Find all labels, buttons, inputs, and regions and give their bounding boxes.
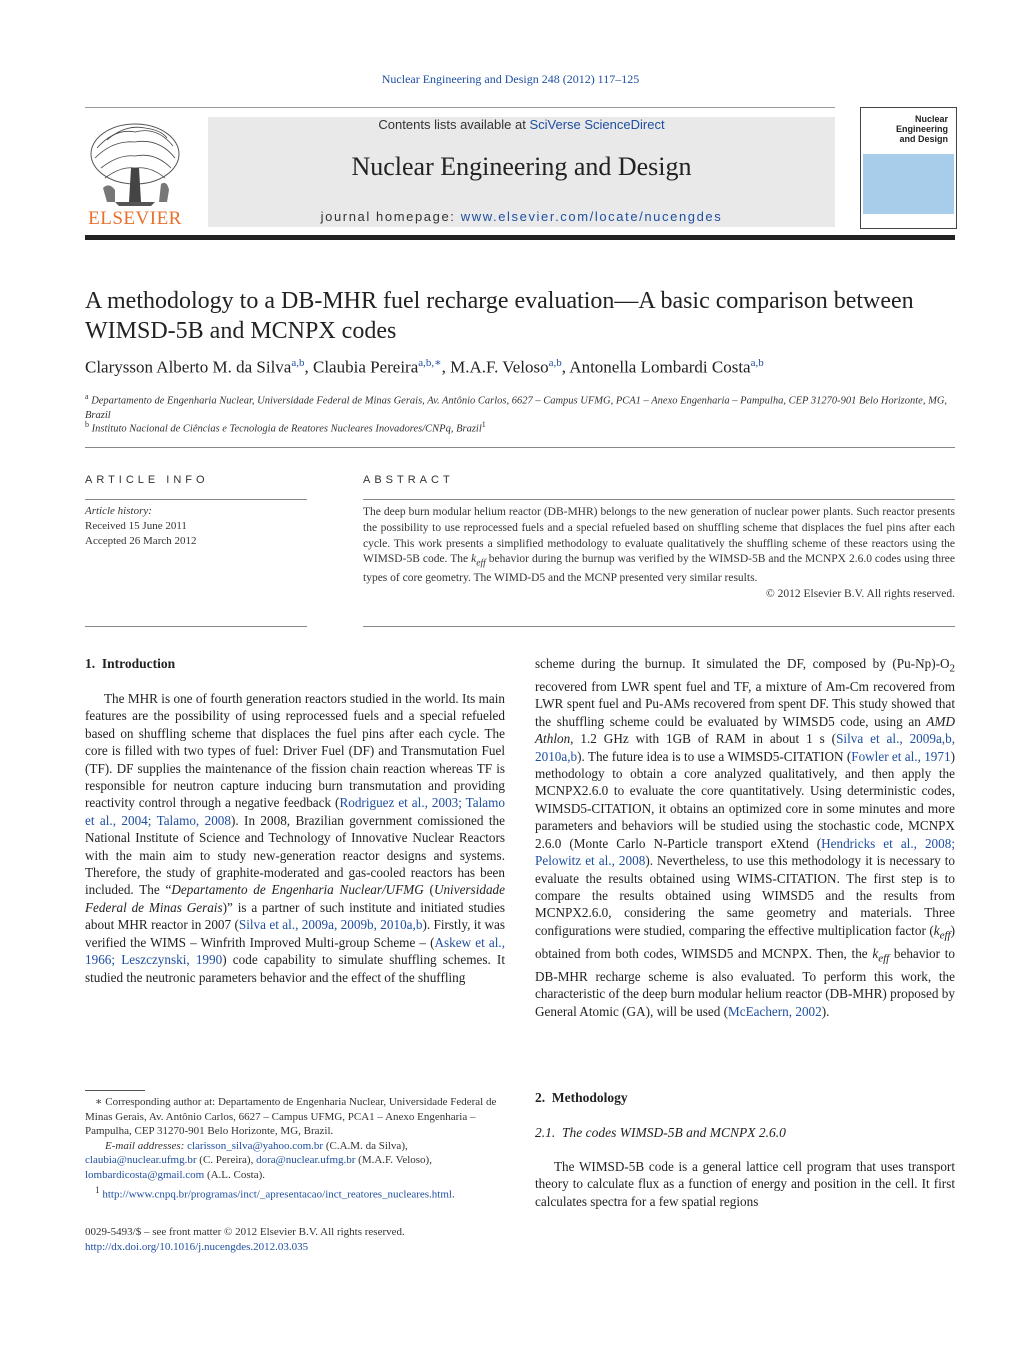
methodology-subheading: 2.1. The codes WIMSD-5B and MCNPX 2.6.0: [535, 1125, 786, 1140]
author-name: Antonella Lombardi Costa: [569, 357, 751, 377]
reference-link[interactable]: Hendricks et al., 2008; Pelowitz et al., 2008: [535, 835, 955, 869]
footnote-rule: [85, 1090, 145, 1091]
doi-link[interactable]: http://dx.doi.org/10.1016/j.nucengdes.2012.03.035: [85, 1241, 309, 1253]
author-name: Claubia Pereira: [313, 357, 419, 377]
received-date: Received 15 June 2011: [85, 520, 187, 532]
info-top-rule: [85, 447, 955, 448]
journal-name: Nuclear Engineering and Design: [351, 152, 692, 181]
author-name: M.A.F. Veloso: [450, 357, 549, 377]
methodology-heading: 2. Methodology: [535, 1090, 628, 1105]
email-link[interactable]: dora@nuclear.ufmg.br: [256, 1154, 356, 1167]
sciencedirect-link[interactable]: SciVerse ScienceDirect: [529, 117, 665, 132]
article-history: Article history: Received 15 June 2011 Accepted 26 March 2012: [85, 504, 307, 549]
cover-band: [863, 154, 954, 214]
reference-link[interactable]: Silva et al., 2009a,b, 2010a,b: [535, 731, 955, 764]
journal-citation[interactable]: Nuclear Engineering and Design 248 (2012) 117–125: [381, 72, 640, 86]
abstract-rule: [363, 499, 955, 500]
affiliation-a: $^a$ Departamento de Engenharia Nuclear, Universidade Federal de Minas Gerais, Av. Antônio Carlos, 6627 – Campus UFMG, PCA1 – Anexo Engenharia – Pampulha, CEP 31270-901 Belo Horizonte, MG, Brazil: [85, 392, 948, 421]
article-info-heading: ARTICLE INFO: [85, 474, 209, 486]
reference-link[interactable]: Askew et al., 1966; Leszczynski, 1990: [85, 934, 505, 968]
footnotes: ∗ Corresponding author at: Departamento de Engenharia Nuclear, Universidade Federal de Minas Gerais, Av. Antônio Carlos, 6627 – Campus UFMG, PCA1 – Anexo Engenharia – Pampulha, CEP 31270-901 Belo Horizonte, MG, Brazil. E-mail addresses: clarisson_silva@yahoo.com.br (C.A.M. da Silva), claubia@nuclear.ufmg.br (C. Pereira), dora@nuclear.ufmg.br (M.A.F. Veloso), lombardicosta@gmail.com (A.L. Costa). $^1$ http://www.cnpq.br/programas/inct/_apresentacao/inct_reatores_nucleares.html.: [85, 1096, 497, 1201]
header-rule: [85, 107, 835, 108]
elsevier-logo: [85, 118, 185, 228]
author-list: Clarysson Alberto M. da Silva$^{a,b}$, Claubia Pereira$^{a,b,∗}$, M.A.F. Veloso$^{a,b}$, Antonella Lombardi Costa$^{a,b}$: [85, 357, 764, 377]
author-affiliation-mark[interactable]: a,b,∗: [418, 357, 442, 369]
email-link[interactable]: lombardicosta@gmail.com: [85, 1168, 205, 1181]
article-title: A methodology to a DB-MHR fuel recharge evaluation—A basic comparison between WIMSD-5B and MCNPX codes: [85, 288, 914, 344]
methodology-paragraph: The WIMSD-5B code is a general lattice cell program that uses transport theory to calculate flux as a function of energy and position in the cell. It first calculates spectra for a few spatial regions: [535, 1159, 955, 1209]
intro-heading: 1. Introduction: [85, 656, 176, 671]
cover-title: Nuclear Engineering and Design: [895, 114, 948, 144]
author-affiliation-mark[interactable]: a,b: [291, 357, 305, 369]
contents-line: Contents lists available at SciVerse ScienceDirect: [378, 117, 665, 132]
author-affiliation-mark[interactable]: a,b: [548, 357, 562, 369]
abstract-bottom-rule: [363, 626, 955, 627]
reference-link[interactable]: Fowler et al., 1971: [851, 748, 951, 764]
journal-homepage: journal homepage: www.elsevier.com/locate/nucengdes: [320, 209, 723, 224]
abstract-text: The deep burn modular helium reactor (DB-MHR) belongs to the new generation of nuclear power plants. Such reactor presents the possibility to use reprocessed fuels and a special refueled based on shuffling scheme that displaces the fuel pins after each cycle. This work presents a simplified methodology to evaluate qualitatively the shuffling scheme of these reactors using the WIMSD-5B code. The $k_{eff}$ behavior during the burnup was verified by the WIMSD-5B and the MCNPX 2.6.0 codes using three types of core geometry. The WIMD-D5 and the MCNP presented very similar results. © 2012 Elsevier B.V. All rights reserved.: [363, 505, 955, 603]
author-name: Clarysson Alberto M. da Silva: [85, 357, 292, 377]
doi-line: [85, 1240, 505, 1255]
copyright: © 2012 Elsevier B.V. All rights reserved.: [766, 588, 955, 601]
banner-thick-rule: [85, 235, 955, 240]
reference-link[interactable]: Silva et al., 2009a, 2009b, 2010a,b: [238, 917, 423, 933]
email-link[interactable]: clarisson_silva@yahoo.com.br: [187, 1139, 324, 1152]
email-link[interactable]: claubia@nuclear.ufmg.br: [85, 1154, 197, 1167]
article-info-bottom-rule: [85, 626, 307, 627]
affiliation-b: $^b$ Instituto Nacional de Ciências e Tecnologia de Reatores Nucleares Inovadores/CNPq, Brazil$^1$: [85, 420, 486, 435]
intro-continued: scheme during the burnup. It simulated the DF, composed by $(Pu-Np)-O_2$ recovered from LWR spent fuel and TF, a mixture of Am-Cm recovered from LWR spent fuel and Pu-AMs recovered from spent DF. This study showed that the shuffling scheme could be evaluated by WIMSD5 code, using an AMD Athlon, 1.2 GHz with 1GB of RAM in about 1 s (Silva et al., 2009a,b, 2010a,b). The future idea is to use a WIMSD5-CITATION (Fowler et al., 1971) methodology to obtain a core analyzed qualitatively, and then apply the MCNPX2.6.0 to evaluate the core quantitatively. Using deterministic codes, WIMSD5-CITATION, it obtains an optimized core in some minutes and more parameters and behaviors will be studied using the stochastic code, MCNPX 2.6.0 (Monte Carlo N-Particle transport eXtend (Hendricks et al., 2008; Pelowitz et al., 2008). Nevertheless, to use this methodology it is necessary to evaluate the results obtained using WIMS-CITATION. The first step is to compare the results obtained using WIMSD5 and the results from MCNPX2.6.0, considering the same geometry and materials. Three configurations were studied, comparing the effective multiplication factor $(k_{eff})$ obtained from both codes, WIMSD5 and MCNPX. Then, the $k_{eff}$ behavior to DB-MHR recharge scheme is also evaluated. To perform this work, the characteristic of the deep burn modular helium reactor (DB-MHR) proposed by General Atomic (GA), will be used (McEachern, 2002).: [535, 656, 955, 1019]
cnpq-link[interactable]: http://www.cnpq.br/programas/inct/_apresentacao/inct_reatores_nucleares.html: [102, 1188, 452, 1201]
elsevier-wordmark: ELSEVIER: [88, 208, 182, 229]
author-affiliation-mark[interactable]: a,b: [750, 357, 764, 369]
issn-line: 0029-5493/$ – see front matter © 2012 Elsevier B.V. All rights reserved.: [85, 1226, 405, 1238]
reference-link[interactable]: McEachern, 2002: [728, 1003, 822, 1019]
journal-cover-thumbnail[interactable]: [860, 107, 957, 229]
reference-link[interactable]: Rodriguez et al., 2003; Talamo et al., 2004; Talamo, 2008: [85, 795, 505, 828]
intro-paragraph: The MHR is one of fourth generation reactors studied in the world. Its main features are the possibility of using reprocessed fuels and a special refueled based on shuffling scheme that displaces the fuel pins after each cycle. The core is filled with two types of fuel: Driver Fuel (DF) and Transmutation Fuel (TF). DF supplies the maintenance of the fission chain reaction whereas TF is responsible for neutron capture inducing burn transmutation and providing reactivity control through a negative feedback (Rodriguez et al., 2003; Talamo et al., 2004; Talamo, 2008). In 2008, Brazilian government comissioned the National Institute of Science and Technology of Innovative Nuclear Reactors with the main aim to study new-generation reactor designs and systems. Therefore, the study of graphite-moderated and gas-cooled reactors has been included. The “Departamento de Engenharia Nuclear/UFMG (Universidade Federal de Minas Gerais)” is a partner of such institute and initiated studies about MHR reactor in 2007 (Silva et al., 2009a, 2009b, 2010a,b). Firstly, it was verified the WIMS – Winfrith Improved Multi-group Scheme – (Askew et al., 1966; Leszczynski, 1990) code capability to simulate shuffling schemes. It studied the neutronic parameters behavior and the effect of the shuffling: [85, 691, 505, 985]
homepage-link[interactable]: www.elsevier.com/locate/nucengdes: [460, 209, 723, 224]
accepted-date: Accepted 26 March 2012: [85, 535, 197, 547]
article-info-rule: [85, 499, 307, 500]
abstract-heading: ABSTRACT: [363, 474, 454, 486]
